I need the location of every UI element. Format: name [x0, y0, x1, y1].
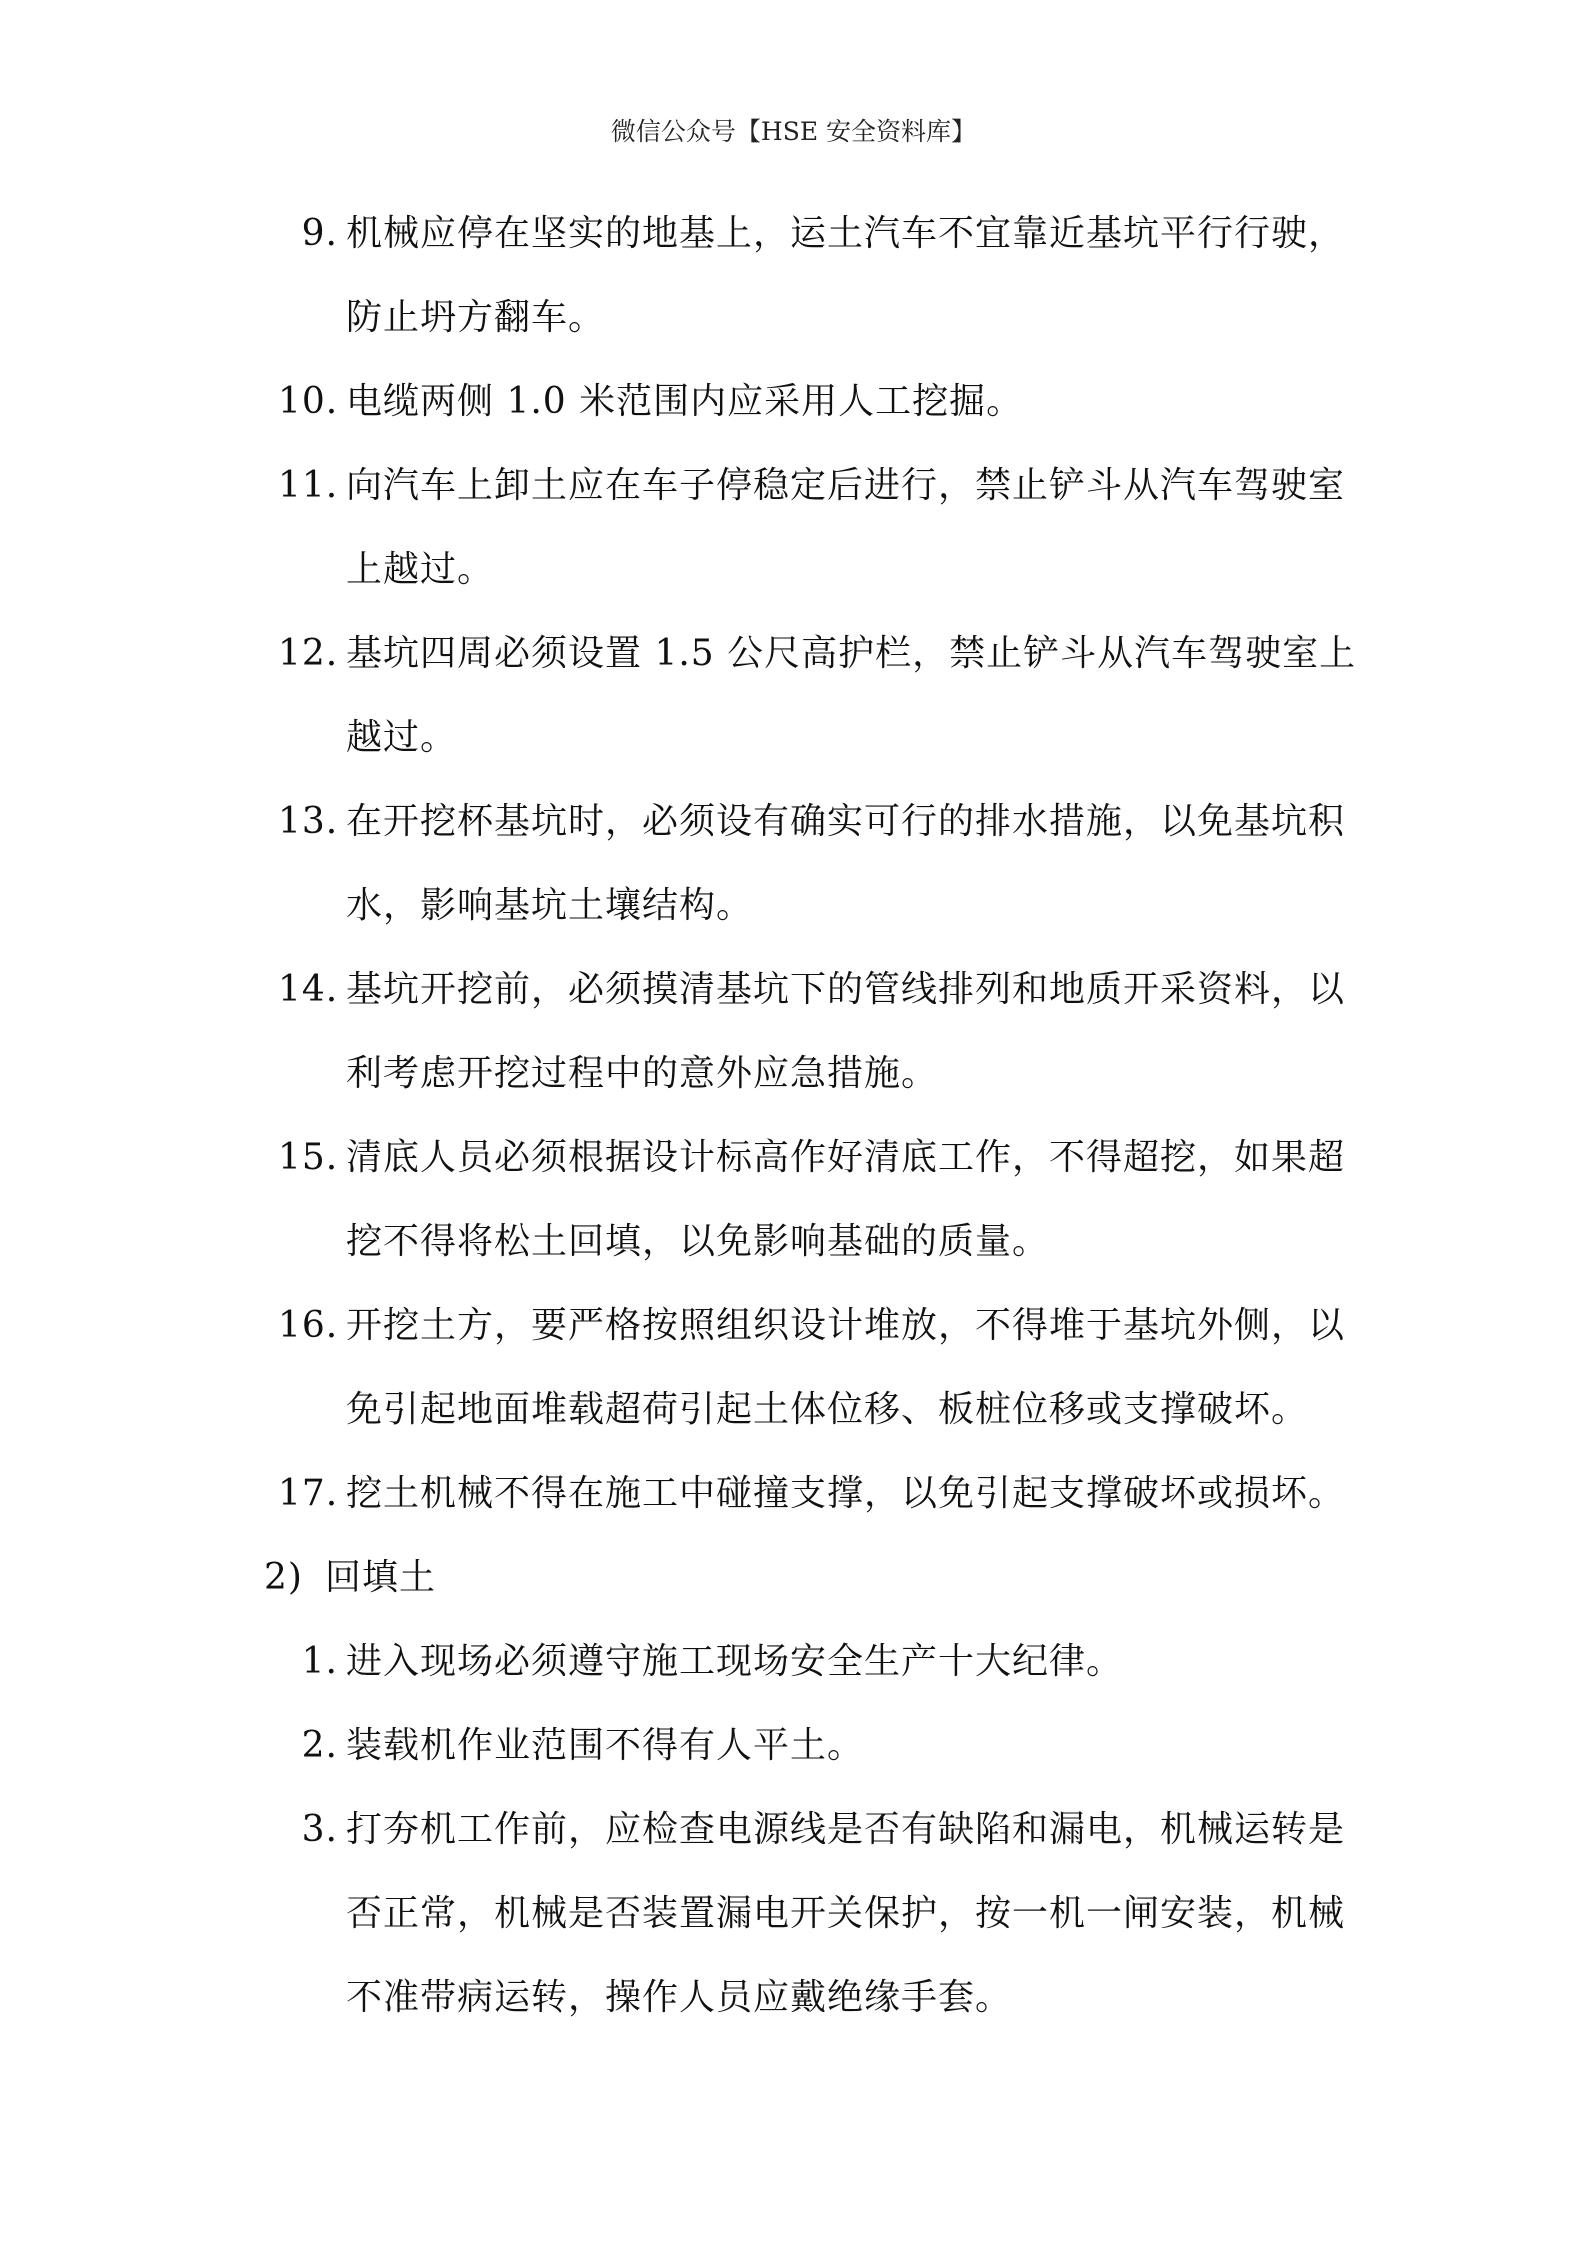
item-text: 在开挖杯基坑时，必须设有确实可行的排水措施，以免基坑积 — [346, 801, 1346, 842]
item-number: 14. — [278, 969, 339, 1010]
list-item — [278, 1620, 1123, 1704]
item-number: 12. — [278, 633, 339, 674]
item-text: 挖土机械不得在施工中碰撞支撑，以免引起支撑破坏或损坏。 — [346, 1473, 1346, 1514]
section-number: 2) — [264, 1557, 303, 1598]
list-item — [278, 1116, 1345, 1200]
list-item — [278, 612, 1356, 696]
item-text: 向汽车上卸土应在车子停稳定后进行，禁止铲斗从汽车驾驶室 — [346, 465, 1346, 506]
list-item — [278, 948, 1345, 1032]
item-text: 开挖土方，要严格按照组织设计堆放，不得堆于基坑外侧，以 — [346, 1305, 1346, 1346]
list-item — [278, 1452, 1345, 1536]
item-continuation: 防止坍方翻车。 — [346, 297, 606, 338]
item-number: 9. — [301, 213, 338, 254]
item-number: 13. — [278, 801, 339, 842]
item-number: 16. — [278, 1305, 339, 1346]
item-number: 15. — [278, 1137, 339, 1178]
list-item — [278, 444, 1345, 528]
list-item — [278, 780, 1345, 864]
item-text: 进入现场必须遵守施工现场安全生产十大纪律。 — [346, 1641, 1124, 1682]
item-text: 电缆两侧 1.0 米范围内应采用人工挖掘。 — [346, 381, 1024, 422]
item-number: 11. — [278, 465, 339, 506]
item-continuation: 利考虑开挖过程中的意外应急措施。 — [346, 1053, 939, 1094]
item-number: 1. — [301, 1641, 338, 1682]
item-number: 3. — [301, 1809, 338, 1850]
item-number: 2. — [301, 1725, 338, 1766]
item-continuation: 挖不得将松土回填，以免影响基础的质量。 — [346, 1221, 1050, 1262]
item-text: 清底人员必须根据设计标高作好清底工作，不得超挖，如果超 — [346, 1137, 1346, 1178]
item-continuation: 越过。 — [346, 717, 458, 758]
item-text: 基坑开挖前，必须摸清基坑下的管线排列和地质开采资料，以 — [346, 969, 1346, 1010]
page-header: 微信公众号【HSE 安全资料库】 — [610, 117, 977, 146]
item-continuation: 否正常，机械是否装置漏电开关保护，按一机一闸安装，机械 — [346, 1893, 1346, 1934]
item-text: 装载机作业范围不得有人平土。 — [346, 1725, 865, 1766]
section-heading — [264, 1536, 436, 1620]
item-text: 基坑四周必须设置 1.5 公尺高护栏，禁止铲斗从汽车驾驶室上 — [346, 633, 1357, 674]
item-continuation: 不准带病运转，操作人员应戴绝缘手套。 — [346, 1977, 1013, 2018]
list-item — [278, 1704, 864, 1788]
list-item — [278, 192, 1345, 276]
item-continuation: 上越过。 — [346, 549, 495, 590]
item-number: 10. — [278, 381, 339, 422]
list-item — [278, 1284, 1345, 1368]
item-continuation: 水，影响基坑土壤结构。 — [346, 885, 754, 926]
item-text: 打夯机工作前，应检查电源线是否有缺陷和漏电，机械运转是 — [346, 1809, 1346, 1850]
section-title: 回填土 — [324, 1557, 436, 1598]
item-text: 机械应停在坚实的地基上，运土汽车不宜靠近基坑平行行驶， — [346, 213, 1346, 254]
item-continuation: 免引起地面堆载超荷引起土体位移、板桩位移或支撑破坏。 — [346, 1389, 1309, 1430]
list-item — [278, 360, 1023, 444]
list-item — [278, 1788, 1345, 1872]
item-number: 17. — [278, 1473, 339, 1514]
